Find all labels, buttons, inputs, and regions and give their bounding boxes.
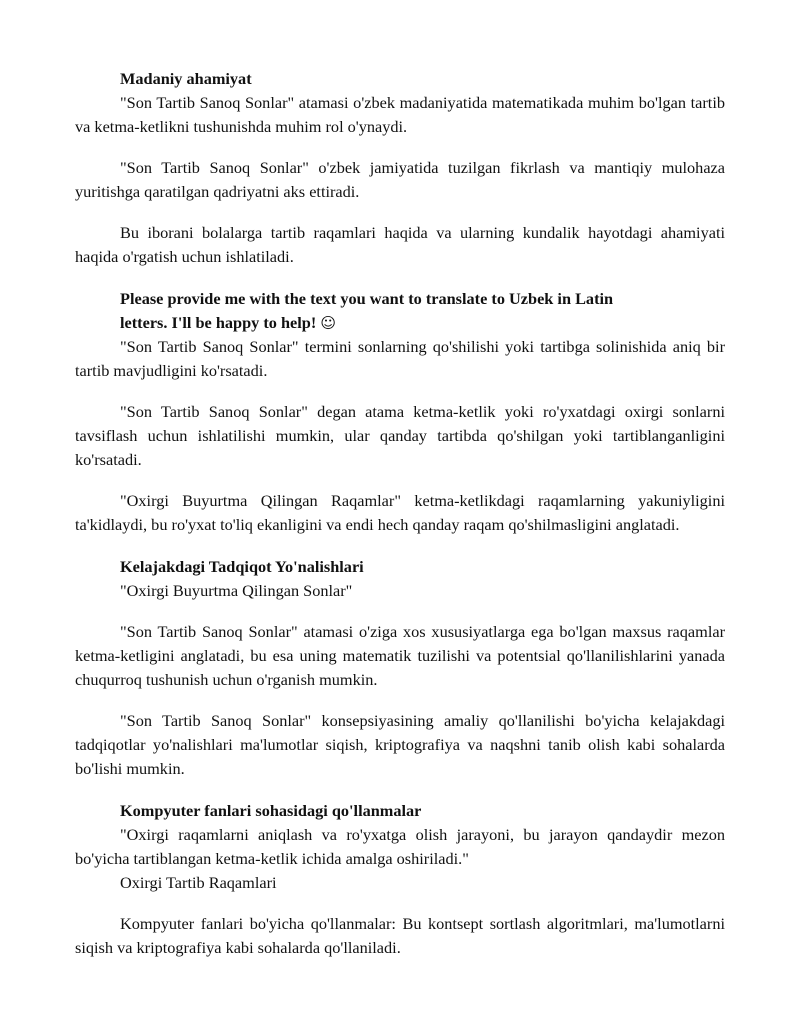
section-heading-madaniy-ahamiyat: Madaniy ahamiyat bbox=[120, 69, 252, 88]
paragraph: "Oxirgi raqamlarni aniqlash va ro'yxatga olish jarayoni, bu jarayon qandaydir mezon bo'yicha tartiblangan ketma-ketlik ichida amalga oshiriladi." bbox=[75, 825, 725, 868]
heading-line-1: Please provide me with the text you want to translate to Uzbek in Latin bbox=[120, 289, 614, 308]
paragraph: Oxirgi Tartib Raqamlari bbox=[120, 873, 277, 892]
section-heading-kompyuter-fanlari: Kompyuter fanlari sohasidagi qo'llanmalar bbox=[120, 801, 422, 820]
paragraph: "Oxirgi Buyurtma Qilingan Raqamlar" ketma-ketlikdagi raqamlarning yakuniyligini ta'kidlaydi, bu ro'yxat to'liq ekanligini va endi hech qanday raqam qo'shilmasligini anglatadi. bbox=[75, 491, 725, 534]
paragraph: "Son Tartib Sanoq Sonlar" o'zbek jamiyatida tuzilgan fikrlash va mantiqiy mulohaza yuritishga qaratilgan qadriyatni aks ettiradi. bbox=[75, 158, 725, 201]
paragraph: "Son Tartib Sanoq Sonlar" atamasi o'zbek madaniyatida matematikada muhim bo'lgan tartib va ketma-ketlikni tushunishda muhim rol o'ynaydi. bbox=[75, 93, 725, 136]
paragraph: "Son Tartib Sanoq Sonlar" konsepsiyasining amaliy qo'llanilishi bo'yicha kelajakdagi tadqiqotlar yo'nalishlari ma'lumotlar siqish, kriptografiya va naqshni tanib olish kabi sohalarda bo'lishi mumkin. bbox=[75, 711, 725, 778]
paragraph: Bu iborani bolalarga tartib raqamlari haqida va ularning kundalik hayotdagi ahamiyati haqida o'rgatish uchun ishlatiladi. bbox=[75, 223, 725, 266]
subheading-line: "Oxirgi Buyurtma Qilingan Sonlar" bbox=[120, 581, 353, 600]
smiley-icon: ☺ bbox=[320, 314, 337, 332]
paragraph: "Son Tartib Sanoq Sonlar" atamasi o'ziga xos xususiyatlarga ega bo'lgan maxsus raqamlar ketma-ketligini anglatadi, bu esa uning matematik tuzilishi va potentsial qo'llanilishlarini yanada chuqurroq tushunish uchun o'rganish mumkin. bbox=[75, 622, 725, 689]
section-heading-request bbox=[120, 287, 725, 335]
paragraph: "Son Tartib Sanoq Sonlar" degan atama ketma-ketlik yoki ro'yxatdagi oxirgi sonlarni tavsiflash uchun ishlatilishi mumkin, ular qanday tartibda qo'shilgan yoki tartiblanganligini ko'rsatadi. bbox=[75, 402, 725, 469]
paragraph: Kompyuter fanlari bo'yicha qo'llanmalar: Bu kontsept sortlash algoritmlari, ma'lumotlarni siqish va kriptografiya kabi sohalarda qo'llaniladi. bbox=[75, 914, 725, 957]
paragraph: "Son Tartib Sanoq Sonlar" termini sonlarning qo'shilishi yoki tartibga solinishida aniq bir tartib mavjudligini ko'rsatadi. bbox=[75, 337, 725, 380]
heading-line-2: letters. I'll be happy to help! bbox=[120, 313, 317, 332]
section-heading-kelajakdagi-tadqiqot: Kelajakdagi Tadqiqot Yo'nalishlari bbox=[120, 557, 364, 576]
